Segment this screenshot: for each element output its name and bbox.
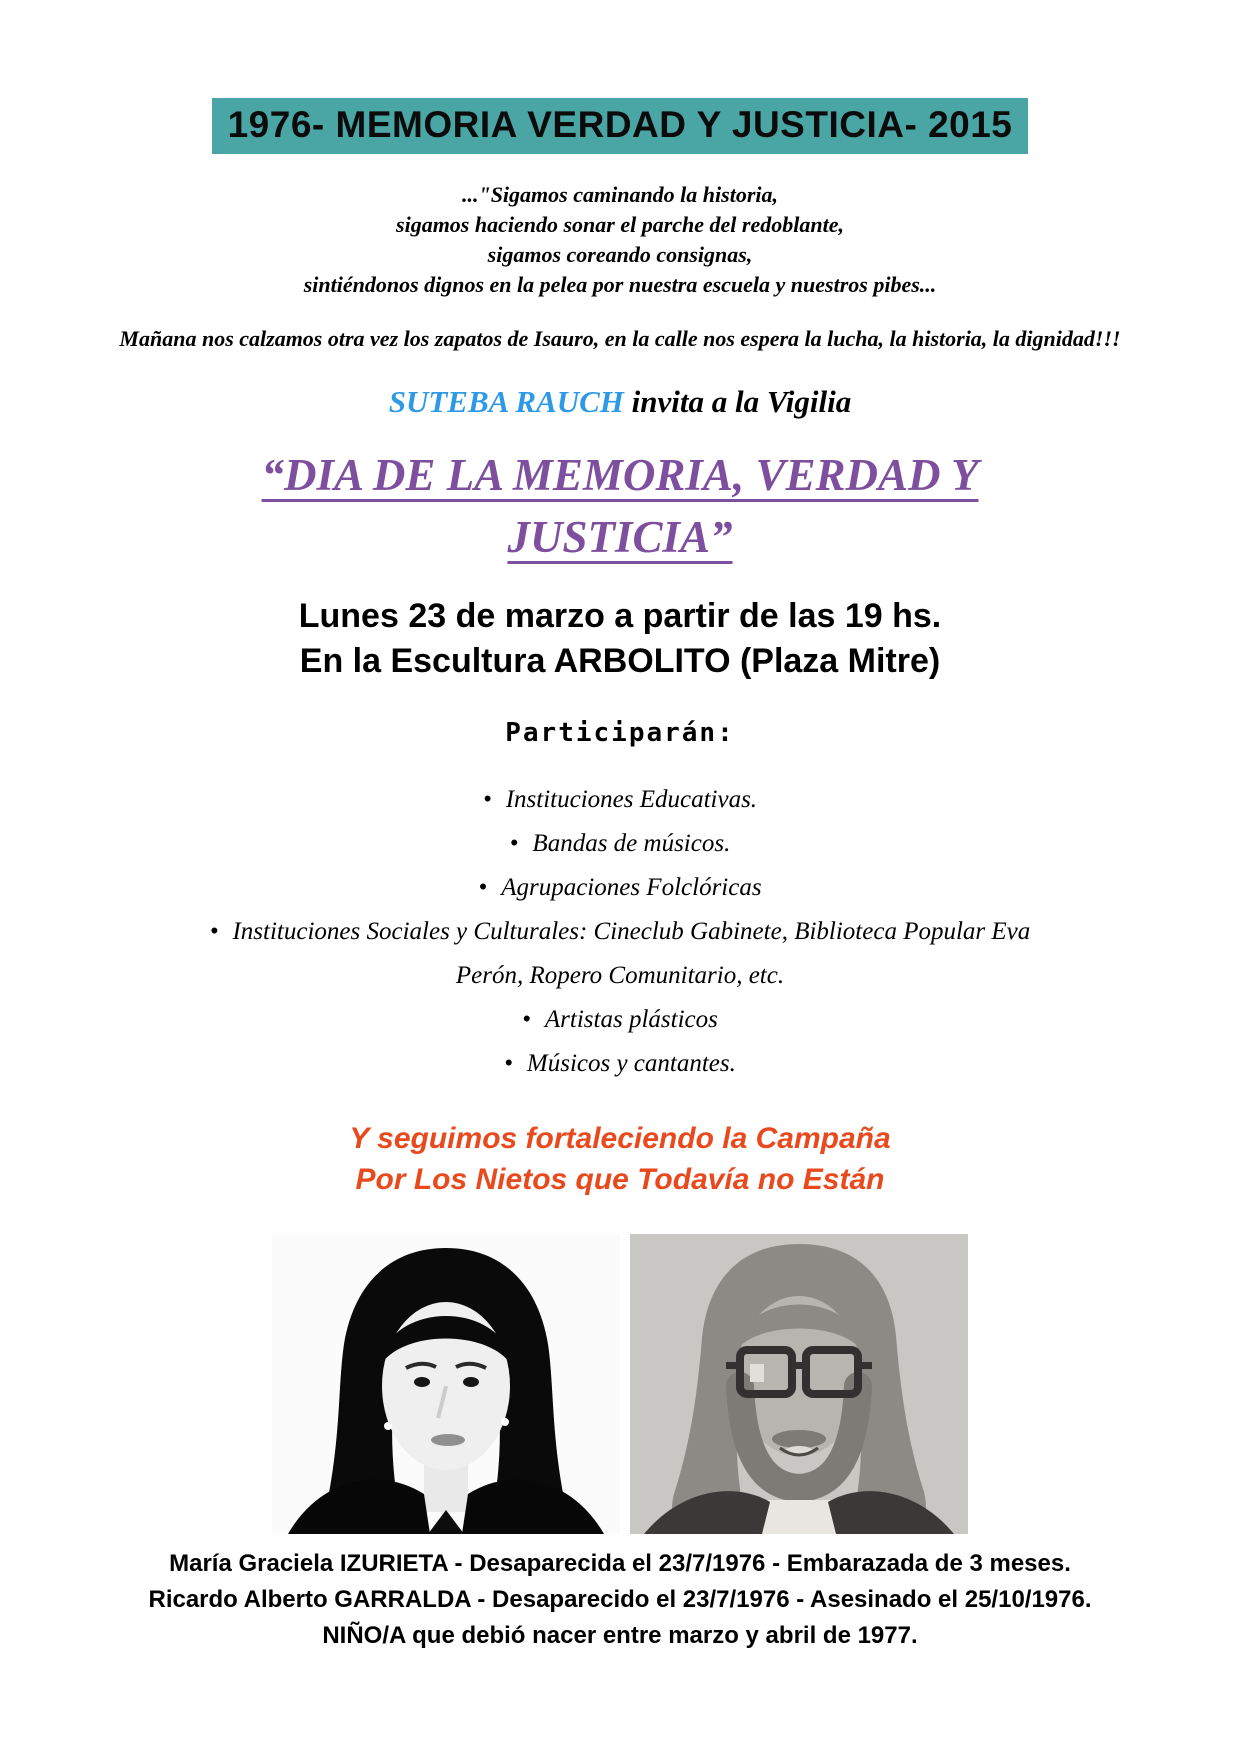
event-datetime: Lunes 23 de marzo a partir de las 19 hs. xyxy=(298,596,942,635)
participant-item xyxy=(0,998,1240,1042)
manana-paragraph: Mañana nos calzamos otra vez los zapatos de Isauro, en la calle nos espera la lucha, la historia, la dignidad!!! xyxy=(119,325,1121,351)
event-when-where xyxy=(0,594,1240,684)
participant-label: Agrupaciones Folclóricas xyxy=(501,873,762,901)
invite-line xyxy=(0,382,1240,422)
right-earring xyxy=(501,1418,509,1426)
event-location: En la Escultura ARBOLITO (Plaza Mitre) xyxy=(299,641,941,680)
caption-line: Ricardo Alberto GARRALDA - Desaparecido el 23/7/1976 - Asesinado el 25/10/1976. xyxy=(148,1585,1092,1613)
campaign-line2: Por Los Nietos que Todavía no Están xyxy=(355,1162,885,1196)
campaign-slogan xyxy=(0,1118,1240,1200)
participant-label: Artistas plásticos xyxy=(544,1005,718,1033)
glasses-bridge xyxy=(788,1362,810,1369)
participant-item xyxy=(0,822,1240,866)
event-title xyxy=(0,444,1240,568)
ricardo-garralda-photo xyxy=(630,1234,968,1534)
photos-row xyxy=(0,1234,1240,1534)
participant-label: Instituciones Educativas. xyxy=(505,785,758,813)
page-title: 1976- MEMORIA VERDAD Y JUSTICIA- 2015 xyxy=(212,98,1029,154)
participants-heading: Participarán: xyxy=(505,717,735,748)
bullet-icon: • xyxy=(504,1049,513,1077)
event-title-line2: JUSTICIA” xyxy=(507,511,733,562)
quote-line: sigamos haciendo sonar el parche del redoblante, xyxy=(396,211,844,237)
lips xyxy=(431,1434,465,1446)
caption-line: María Graciela IZURIETA - Desaparecida el 23/7/1976 - Embarazada de 3 meses. xyxy=(169,1549,1071,1577)
invite-text: invita a la Vigilia xyxy=(623,383,852,419)
participant-item xyxy=(0,1042,1240,1086)
participant-item xyxy=(0,866,1240,910)
bullet-icon: • xyxy=(522,1005,531,1033)
bullet-icon: • xyxy=(509,829,519,857)
mustache xyxy=(772,1430,826,1448)
maria-izurieta-photo xyxy=(272,1234,620,1534)
left-eye xyxy=(414,1377,430,1387)
bullet-icon: • xyxy=(209,917,219,945)
participant-label: Músicos y cantantes. xyxy=(526,1049,736,1077)
left-earring xyxy=(384,1422,392,1430)
organization-name: SUTEBA RAUCH xyxy=(388,383,624,419)
right-eye xyxy=(463,1377,479,1387)
quote-line: sintiéndonos dignos en la pelea por nuestra escuela y nuestros pibes... xyxy=(303,271,937,297)
bullet-icon: • xyxy=(482,785,492,813)
photo-captions xyxy=(0,1546,1240,1654)
glasses-left-temple xyxy=(726,1362,742,1369)
quote-line: ..."Sigamos caminando la historia, xyxy=(461,181,778,207)
event-title-line1: “DIA DE LA MEMORIA, VERDAD Y xyxy=(261,449,979,500)
participant-label: Bandas de músicos. xyxy=(532,829,731,857)
participant-label: Instituciones Sociales y Culturales: Cineclub Gabinete, Biblioteca Popular Eva Perón, Ropero Comunitario, etc. xyxy=(232,917,1031,989)
bullet-icon: • xyxy=(478,873,488,901)
campaign-line1: Y seguimos fortaleciendo la Campaña xyxy=(349,1121,891,1155)
participant-item xyxy=(0,778,1240,822)
glasses-right-temple xyxy=(856,1362,872,1369)
quote-block xyxy=(0,180,1240,300)
participant-item xyxy=(175,910,1065,998)
participants-list xyxy=(0,778,1240,1086)
quote-line: sigamos coreando consignas, xyxy=(487,241,753,267)
lens-highlight xyxy=(750,1364,764,1382)
caption-line: NIÑO/A que debió nacer entre marzo y abril de 1977. xyxy=(322,1621,918,1649)
